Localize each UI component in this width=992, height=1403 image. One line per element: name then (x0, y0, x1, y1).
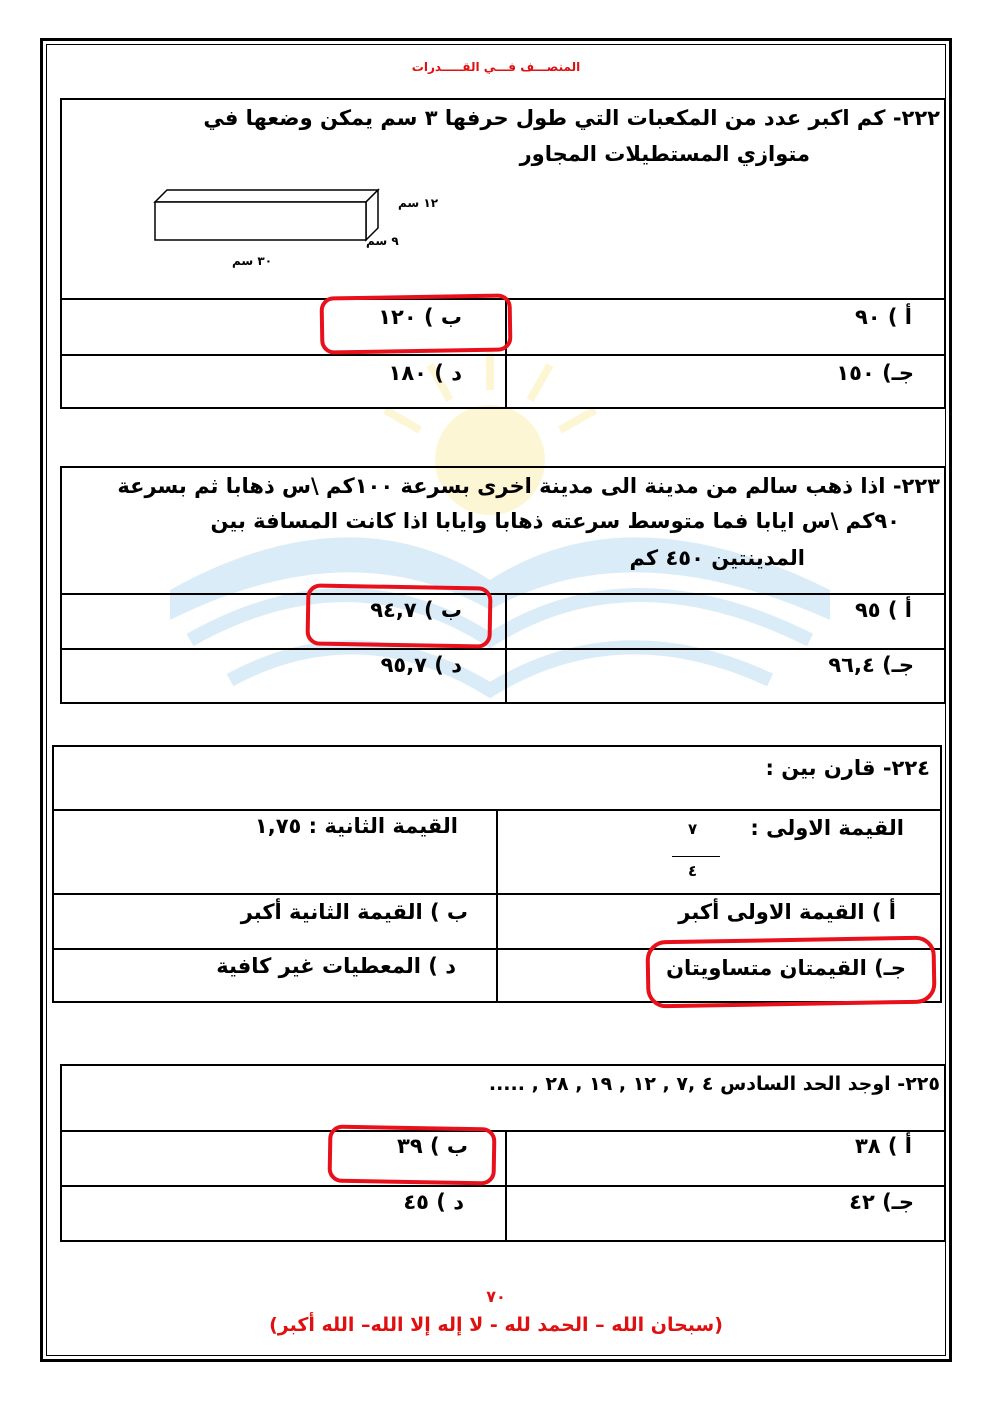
q225-option-d[interactable]: د ) ٤٥ (403, 1190, 464, 1214)
q225-option-a[interactable]: أ ) ٣٨ (854, 1134, 912, 1158)
q222-option-d[interactable]: د ) ١٨٠ (388, 361, 462, 385)
q222-question-line1: ٢٢٢- كم اكبر عدد من المكعبات التي طول حرفها ٣ سم يمكن وضعها في (203, 106, 940, 130)
q225-option-c[interactable]: جـ) ٤٢ (849, 1190, 914, 1214)
answer-mark-q225 (328, 1125, 497, 1186)
q225-option-b[interactable]: ب ) ٣٩ (397, 1134, 468, 1158)
q224-fraction-denominator: ٤ (688, 862, 698, 880)
q223-option-b[interactable]: ب ) ٩٤,٧ (370, 598, 462, 622)
q222-question-line2: متوازي المستطيلات المجاور (519, 142, 810, 166)
rectangular-prism-figure (150, 185, 390, 255)
q222-option-b[interactable]: ب ) ١٢٠ (378, 305, 462, 329)
q225-options-row1 (62, 1130, 944, 1132)
q223-option-d[interactable]: د ) ٩٥,٧ (380, 653, 462, 677)
q223-question-line2: ٩٠كم \س ايابا فما متوسط سرعته ذهابا وايابا اذا كانت المسافة بين (210, 509, 900, 533)
answer-mark-q224 (645, 935, 936, 1008)
q224-option-c[interactable]: جـ) القيمتان متساويتان (666, 956, 906, 980)
q223-question-line3: المدينتين ٤٥٠ كم (629, 546, 805, 570)
q223-options-row2 (62, 648, 944, 650)
q225-column-divider (505, 1130, 507, 1240)
q224-option-d[interactable]: د ) المعطيات غير كافية (216, 954, 456, 978)
footer-dhikr: (سبحان الله – الحمد لله - لا إله إلا الله– الله أكبر) (269, 1314, 723, 1336)
q224-value1-label: القيمة الاولى : (750, 816, 904, 840)
q223-column-divider (505, 593, 507, 702)
page-number: ٧٠ (486, 1287, 506, 1306)
q225-question-line1: ٢٢٥- اوجد الحد السادس ٤ ,٧ , ١٢ , ١٩ , ٢٨ , ..... (488, 1073, 940, 1095)
q223-option-a[interactable]: أ ) ٩٥ (854, 598, 912, 622)
q225-options-row2 (62, 1185, 944, 1187)
q223-question-line1: ٢٢٣- اذا ذهب سالم من مدينة الى مدينة اخرى بسرعة ١٠٠كم \س ذهابا ثم بسرعة (117, 474, 940, 498)
q222-option-a[interactable]: أ ) ٩٠ (854, 305, 912, 329)
q224-fraction-bar (672, 856, 720, 857)
prism-height-label: ١٢ سم (398, 196, 439, 210)
answer-mark-q222 (320, 293, 513, 354)
prism-length-label: ٣٠ سم (232, 254, 273, 268)
q224-option-b[interactable]: ب ) القيمة الثانية أكبر (240, 900, 468, 924)
page-header: المنصـــف فـــي القـــــدرات (411, 60, 581, 74)
answer-mark-q223 (305, 583, 492, 648)
q222-option-c[interactable]: جـ) ١٥٠ (836, 361, 914, 385)
q223-options-row1 (62, 593, 944, 595)
q224-value2: القيمة الثانية : ١,٧٥ (254, 814, 458, 838)
q224-fraction-numerator: ٧ (688, 820, 698, 838)
q222-options-row2 (62, 354, 944, 356)
q224-option-a[interactable]: أ ) القيمة الاولى أكبر (678, 900, 896, 924)
q223-option-c[interactable]: جـ) ٩٦,٤ (828, 653, 914, 677)
prism-depth-label: ٩ سم (366, 234, 399, 248)
q224-question-line1: ٢٢٤- قارن بين : (765, 756, 930, 780)
q224-column-divider (496, 809, 498, 1001)
